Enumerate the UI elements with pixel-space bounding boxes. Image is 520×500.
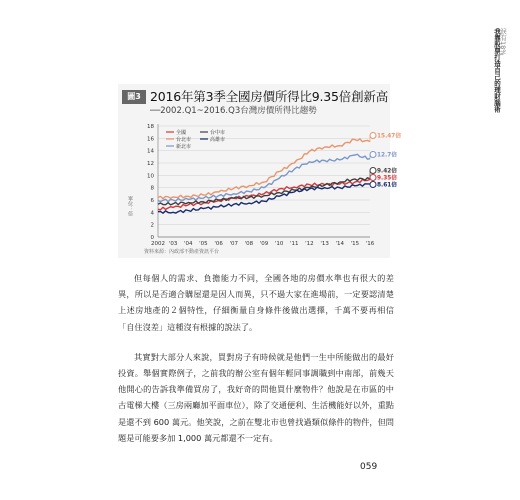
x-tick-label: '14: [335, 241, 344, 247]
x-tick-label: '08: [244, 241, 254, 247]
y-tick-label: 10: [147, 173, 154, 180]
y-tick-label: 4: [150, 210, 154, 217]
paragraph: 其實對大部分人來說，買對房子有時候就是他們一生中所能做出的最好投資。舉個實際例子，之前我的辦公室有個年輕同事調職到中南部，前幾天他開心的告訴我準備買房了，我好奇的問他買什麼物件？他說是在市區的中古電梯大樓（三房兩廳加平面車位），除了交通便利、生活機能好以外，重點是還不到 600 萬元。他笑說，之前在雙北市也曾找過類似條件的物件，但問題是可能要多加 1,000 萬元都還不一定有。: [118, 351, 394, 443]
end-marker: [370, 152, 376, 158]
running-header-secondary: 淚有18%: [499, 28, 507, 56]
page-number: 059: [360, 462, 378, 472]
x-tick-label: '07: [229, 241, 238, 247]
y-tick-label: 6: [150, 198, 154, 204]
end-value-label: 9.42倍: [377, 168, 398, 175]
y-tick-label: 16: [147, 136, 154, 143]
figure-title: 2016年第3季全國房價所得比9.35倍創新高: [150, 89, 388, 104]
end-marker: [370, 175, 376, 181]
house-price-ratio-chart: [118, 84, 402, 258]
legend-label: 台中市: [210, 130, 226, 136]
running-header-title: 我靠股票打造自己的理財腦術: [493, 28, 501, 113]
paragraph: 但每個人的需求、負擔能力不同，全國各地的房價水準也有很大的差異，所以是否適合購屋還是因人而異，只不過大家在進場前，一定要認清楚上述房地產的２個特性，仔細衡量自身條件後做出選擇，千萬不要再相信「自住沒差」這種沒有根據的說法了。: [118, 273, 394, 332]
end-marker: [370, 182, 376, 188]
x-tick-label: '15: [350, 241, 360, 247]
x-tick-label: '11: [290, 241, 299, 247]
end-value-label: 15.47倍: [377, 133, 402, 140]
x-tick-label: '04: [184, 241, 193, 247]
y-tick-label: 18: [147, 124, 154, 130]
x-tick-label: '16: [365, 241, 375, 247]
figure-panel: [118, 84, 402, 258]
running-header: [493, 28, 509, 178]
legend-label: 高雄市: [210, 137, 226, 143]
figure-source: 資料來源：內政部不動產資訊平台: [144, 249, 220, 255]
end-marker: [370, 168, 376, 174]
end-value-label: 8.61倍: [377, 182, 398, 189]
end-value-label: 12.7倍: [377, 152, 398, 159]
y-axis-label: 單位：倍: [127, 196, 133, 216]
figure-subtitle: ──2002.Q1~2016.Q3台灣房價所得比趨勢: [150, 106, 317, 116]
end-value-label: 9.35倍: [377, 175, 398, 182]
y-tick-label: 0: [150, 235, 154, 241]
x-tick-label: '10: [274, 241, 284, 247]
y-tick-label: 8: [150, 185, 154, 192]
x-tick-label: 2002: [151, 241, 165, 247]
x-tick-label: '06: [214, 241, 223, 247]
legend-label: 台北市: [176, 137, 192, 143]
legend-label: 全國: [176, 130, 187, 136]
x-tick-label: '05: [199, 241, 208, 247]
x-tick-label: '03: [168, 241, 178, 247]
y-tick-label: 2: [150, 222, 154, 229]
end-marker: [370, 133, 376, 139]
legend-label: 新北市: [176, 144, 192, 150]
y-tick-label: 14: [147, 148, 154, 155]
x-tick-label: '13: [320, 241, 329, 247]
body-text: [118, 270, 394, 446]
figure-number-badge: 圖3: [122, 90, 146, 104]
x-tick-label: '09: [259, 241, 269, 247]
y-tick-label: 12: [147, 161, 154, 167]
x-tick-label: '12: [305, 241, 314, 247]
